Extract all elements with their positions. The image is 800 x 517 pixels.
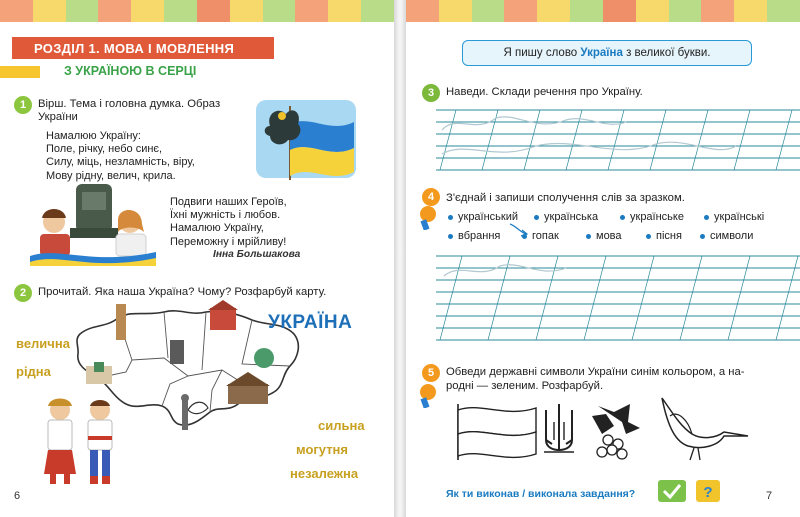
word-chip-label: українські [714,211,765,223]
handwriting-lines-task4 [436,250,800,344]
stripe-segment [66,0,99,22]
connector-dot [646,234,651,239]
adjective-word: могутня [296,442,348,457]
self-assessment-question: Як ти виконав / виконала завдання? [446,488,636,500]
stripe-segment [570,0,603,22]
word-chip-label: українське [630,211,684,223]
stripe-segment [295,0,328,22]
task-number-4: 4 [422,188,440,206]
connector-dot [704,215,709,220]
svg-text:?: ? [703,484,713,501]
word-chip-label: пісня [656,230,682,242]
lesson-subtitle: З УКРАЇНОЮ В СЕРЦІ [64,64,197,78]
flag-outline-symbol[interactable] [450,400,540,462]
stripe-segment [197,0,230,22]
pencil-character-icon [416,382,438,408]
task-number-1: 1 [14,96,32,114]
task-number-2: 2 [14,284,32,302]
word-chip-label: гопак [532,230,559,242]
stripe-segment [603,0,636,22]
left-page [0,0,394,517]
poem-line: Їхні мужність і любов. [170,209,281,222]
map-title: УКРАЇНА [268,312,353,333]
stripe-segment [131,0,164,22]
stripe-segment [328,0,361,22]
task-number-5: 5 [422,364,440,382]
task-number-3: 3 [422,84,440,102]
adjective-word: велична [16,336,70,351]
connector-dot [448,215,453,220]
adjective-word: сильна [318,418,365,433]
task5-instruction-line2: родні — зеленим. Розфарбуй. [446,380,604,392]
connector-dot [448,234,453,239]
connector-dot [700,234,705,239]
poem-line: Намалюю Україну, [170,222,264,235]
task5-instruction-line1: Обведи державні символи України синім кольором, а на- [446,366,745,378]
stripe-segment [263,0,296,22]
stripe-segment [439,0,472,22]
top-color-stripe [0,0,394,22]
poem-line: Переможну і мрійливу! [170,235,287,248]
book-gutter [394,0,406,517]
word-chip[interactable] [704,211,764,223]
stripe-segment [669,0,702,22]
banner-text-start: Я пишу слово [503,47,581,59]
stripe-segment [406,0,439,22]
stripe-segment [472,0,505,22]
word-chip-label: символи [710,230,754,242]
word-chip-label: українська [544,211,599,223]
pencil-character-icon [416,204,438,230]
task1-instruction-line1: Вірш. Тема і головна думка. Образ [38,98,221,110]
section-title: РОЗДІЛ 1. МОВА І МОВЛЕННЯ [12,37,274,59]
connector-dot [620,215,625,220]
flag-illustration [244,96,364,184]
stripe-segment [98,0,131,22]
task4-instruction: З'єднай і запиши сполучення слів за зразком. [446,192,685,204]
check-mark-icon[interactable] [656,476,690,504]
poem-line: Силу, міць, незламність, віру, [46,156,195,169]
poem-stanza-1 [46,130,195,183]
kids-in-folk-costume-illustration [38,396,124,486]
handwriting-lines-task3 [436,104,800,174]
stripe-segment [767,0,800,22]
poem-line: Мову рідну, велич, крила. [46,169,176,182]
page-number-right: 7 [766,490,773,502]
page-number-left: 6 [14,490,21,502]
poem-author: Інна Большакова [213,249,301,260]
stripe-segment [636,0,669,22]
poem-line: Подвиги наших Героїв, [170,196,287,208]
right-page [406,0,800,517]
stripe-segment [0,0,33,22]
trident-symbol[interactable] [542,400,576,460]
word-chip[interactable] [646,230,682,242]
stripe-segment [734,0,767,22]
stripe-segment [537,0,570,22]
viburnum-symbol[interactable] [588,402,640,462]
stripe-segment [33,0,66,22]
stripe-segment [164,0,197,22]
task3-instruction: Наведи. Склади речення про Україну. [446,86,643,98]
adjective-word: незалежна [290,466,359,481]
poem-line: Намалюю Україну: [46,130,141,142]
banner-text-end: з великої букви. [622,47,711,59]
stripe-segment [230,0,263,22]
connector-dot [586,234,591,239]
word-chip[interactable] [620,211,684,223]
banner-highlight-word: Україна [580,47,623,59]
poem-stanza-2 [170,196,287,249]
question-mark-icon[interactable] [694,476,724,504]
adjective-word: рідна [16,364,51,379]
word-chip[interactable] [534,211,598,223]
word-chip-label: український [458,211,519,223]
connector-dot [534,215,539,220]
task1-instruction-line2: України [38,111,78,123]
stripe-segment [361,0,394,22]
task2-instruction: Прочитай. Яка наша Україна? Чому? Розфарбуй карту. [38,286,327,298]
stripe-segment [504,0,537,22]
stripe-segment [701,0,734,22]
sample-connection-arrow [508,222,532,238]
top-color-stripe [406,0,800,22]
word-chip[interactable] [700,230,753,242]
word-chip-label: мова [596,230,622,242]
poem-line: Поле, річку, небо синє, [46,143,163,156]
rule-banner [462,40,752,66]
word-chip[interactable] [586,230,622,242]
subtitle-accent-bar [0,66,40,78]
stork-symbol[interactable] [658,396,750,462]
word-chip-label: вбрання [458,230,501,242]
word-chip[interactable] [448,230,500,242]
children-illustration [30,180,156,266]
